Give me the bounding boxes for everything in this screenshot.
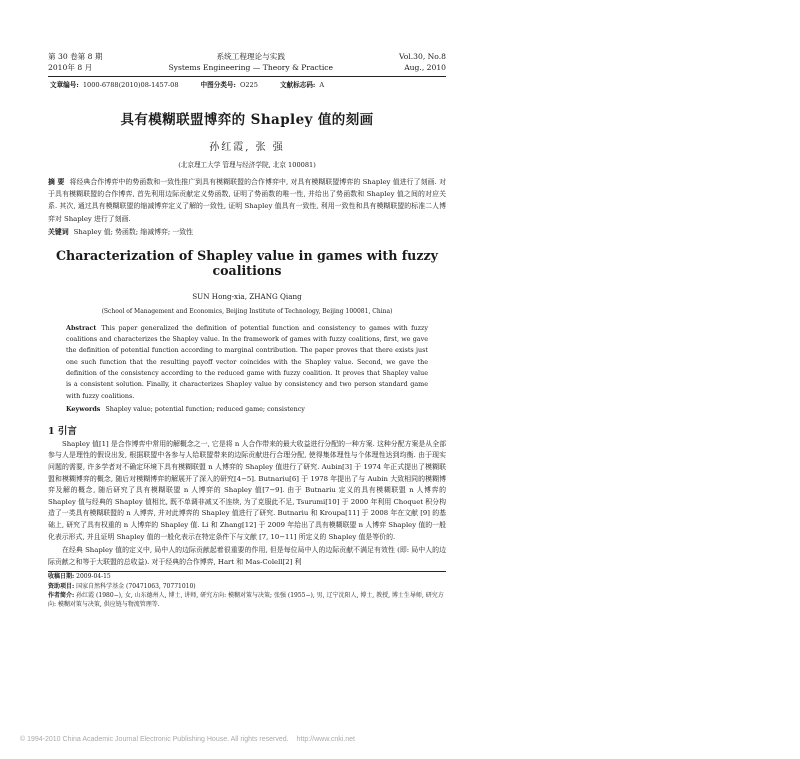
zh-keywords-text: Shapley 值; 势函数; 缩减博弈; 一致性 — [73, 227, 194, 236]
copyright-text: © 1994-2010 China Academic Journal Electronic Publishing House. All rights reserved. — [20, 736, 289, 743]
body-paragraph-2: 在经典 Shapley 值的定义中, 局中人的边际贡献起着很重要的作用, 但是每位局中人的边际贡献不满足有效性 (即: 局中人的边际贡献之和等于大联盟的总收益). 对于经典的合作博弈, Hart 和 Mas-Colell[2] 利 — [48, 546, 446, 566]
zh-keywords-label: 关键词 — [48, 227, 69, 236]
copyright-footer — [20, 736, 355, 743]
received-date: 2009-04-15 — [76, 573, 111, 581]
received-label: 收稿日期: — [48, 573, 75, 581]
en-authors: SUN Hong-xia, ZHANG Qiang — [192, 291, 302, 301]
date-zh: 2010年 8 月 — [48, 62, 93, 72]
fund-text: 国家自然科学基金 (70471063, 70771010) — [76, 582, 196, 590]
doc-code-label: 文献标志码: — [279, 81, 316, 89]
clc-label: 中图分类号: — [200, 81, 236, 89]
article-meta — [48, 80, 446, 90]
en-keywords-label: Keywords — [66, 404, 101, 413]
footnote-received — [48, 572, 446, 581]
date-en: Aug., 2010 — [404, 62, 446, 72]
zh-abstract-text: 将经典合作博弈中的势函数和一致性推广到具有模糊联盟的合作博弈中, 对具有模糊联盟博弈的 Shapley 值进行了刻画. 对于具有模糊联盟的合作博弈, 首先利用边际贡献定义势函数, 证明了势函数的唯一性, 并给出了势函数和 Shapley 值之间的对应关系. 其次, 通过具有模糊联盟的缩减博弈定义了解的一致性, 证明 Shapley 值具有一致性, 利用一致性和具有模糊联盟的标准二人博弈对 Shapley 进行了刻画. — [48, 178, 446, 223]
journal-en: Systems Engineering — Theory & Practice — [168, 62, 334, 72]
article-no-label: 文章编号: — [50, 81, 79, 89]
zh-abstract — [48, 176, 446, 225]
zh-authors: 孙红霞, 张 强 — [209, 142, 285, 153]
footer-link[interactable]: http://www.cnki.net — [296, 736, 355, 743]
clc-code: O225 — [239, 81, 258, 89]
journal-zh: 系统工程理论与实践 — [216, 52, 285, 61]
zh-abstract-label: 摘 要 — [48, 178, 65, 186]
en-abstract — [66, 323, 428, 402]
en-affiliation: (School of Management and Economics, Beijing Institute of Technology, Beijing 100081, China) — [101, 307, 393, 315]
section-heading: 1 引言 — [48, 425, 77, 437]
en-keywords — [66, 404, 428, 415]
bio-text: 孙红霞 (1980−), 女, 山东德州人, 博士, 讲师, 研究方向: 模糊对策与决策; 张强 (1955−), 男, 辽宁沈阳人, 博士, 教授, 博士生导师, 研究方向: 模糊对策与决策, 供应链与物流管理等. — [48, 591, 444, 609]
header-rule — [48, 76, 446, 77]
doc-code: A — [319, 81, 325, 89]
issue-zh: 第 30 卷第 8 期 — [48, 52, 103, 61]
paper-page — [48, 52, 446, 609]
body-paragraph-1: Shapley 值[1] 是合作博弈中常用的解概念之一, 它是将 n 人合作带来的最大收益进行分配的一种方案. 这种分配方案是从全部参与人是理性的假设出发, 根据联盟中各参与人给联盟带来的边际贡献进行合理分配, 使得集体理性与个体理性达到均衡. 由于现实问题的需要, 许多学者对不确定环境下具有模糊联盟 n 人博弈的 Shapley 值进行了研究. Aubin[3] 于 1974 年正式提出了模糊联盟和模糊博弈的概念, 随后对模糊博弈的解展开了深入的研究[4−5]. Butnariu[6] 于 1978 年提出了与 Aubin 大致相同的模糊博弈及解的概念, 随后研究了具有模糊联盟 n 人博弈的 Shapley 值[7−9]. 由于 Butnariu 定义的具有模糊联盟 n 人博弈的 Shapley 值与经典的 Shapley 值相比, 既不单调非减又不连续, 为了克服此不足, Tsurumi[10] 于 2000 年利用 Choquet 积分构造了一类具有模糊联盟的 n 人博弈, 并对此博弈的 Shapley 值进行了研究. Butnariu 和 Kroupa[11] 于 2008 年在文献 [9] 的基础上, 研究了具有权重的 n 人博弈的 Shapley 值. Li 和 Zhang[12] 于 2009 年给出了具有模糊联盟 n 人博弈 Shapley 值的一般化表示形式, 并且证明 Shapley 值的一般化表示在特定条件下与文献 [7, 10−11] 所定义的 Shapley 值是等价的. — [48, 439, 446, 541]
en-abstract-text: This paper generalized the definition of potential function and consistency to games with fuzzy coalitions and characterizes the Shapley value. In the framework of games with fuzzy coalitions, first, we gave the definition of potential function according to marginal contribution. The paper proves that there exists just one such function that the resulting payoff vector coincides with the Shapley value. Second, we gave the definition of the consistency according to the reduced game with fuzzy coalition. It proves that Shapley value is a consistent solution. Finally, it characterizes Shapley value by consistency and two person standard game with fuzzy coalitions. — [66, 323, 428, 400]
zh-affiliation: (北京理工大学 管理与经济学院, 北京 100081) — [178, 161, 316, 169]
footnote-fund — [48, 582, 446, 591]
zh-title: 具有模糊联盟博弈的 Shapley 值的刻画 — [120, 112, 374, 128]
en-title: Characterization of Shapley value in games with fuzzy coalitions — [56, 247, 438, 278]
zh-keywords — [48, 226, 446, 238]
article-no: 1000-6788(2010)08-1457-08 — [82, 81, 179, 89]
bio-label: 作者简介: — [48, 591, 75, 599]
footnote-bio — [48, 591, 446, 609]
en-abstract-label: Abstract — [66, 323, 97, 332]
running-header — [48, 52, 446, 73]
en-keywords-text: Shapley value; potential function; reduced game; consistency — [105, 404, 305, 413]
vol-en: Vol.30, No.8 — [398, 52, 446, 61]
fund-label: 资助项目: — [48, 582, 75, 590]
